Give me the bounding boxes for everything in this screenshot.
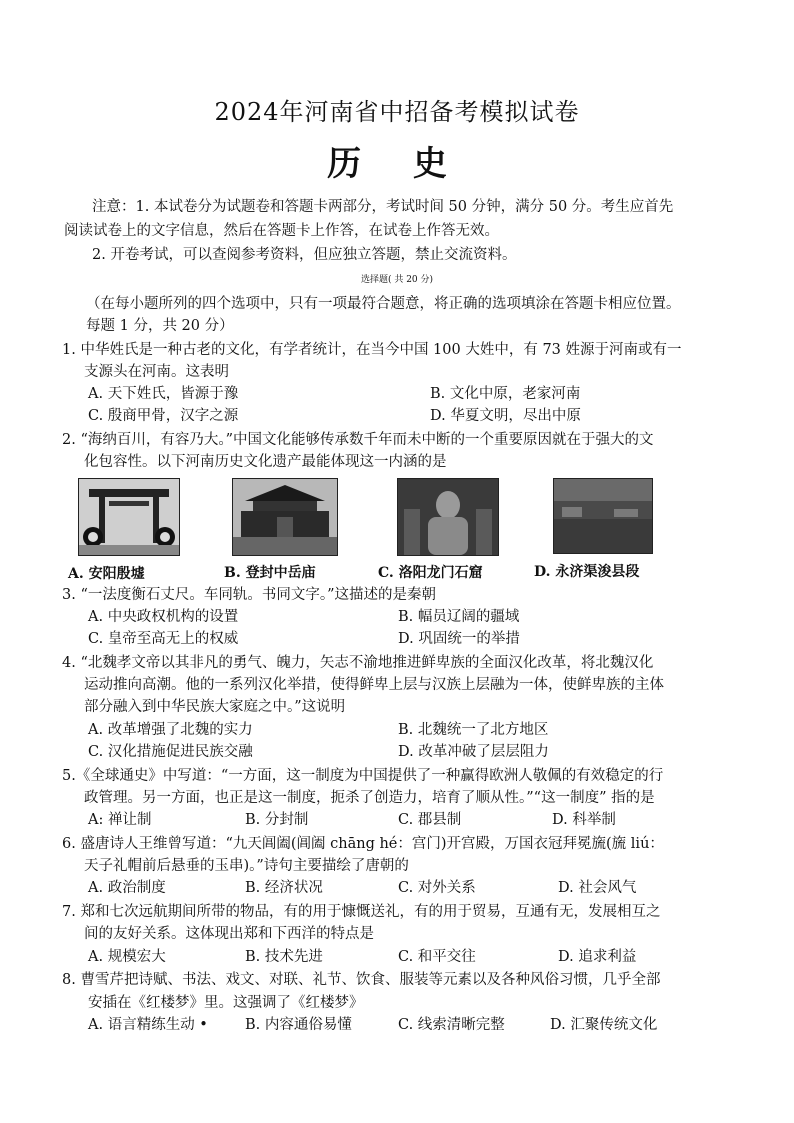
q2-option-d: D. 永济渠浚县段 <box>534 564 640 580</box>
q2-stem-1: 2. “海纳百川，有容乃大。”中国文化能够传承数千年而未中断的一个重要原因就在于强大的文 <box>62 432 654 448</box>
q3-option-b: B. 幅员辽阔的疆域 <box>398 609 520 625</box>
q5-option-c: C. 郡县制 <box>398 812 462 828</box>
q6-option-d: D. 社会风气 <box>558 880 637 896</box>
q2-option-b: B. 登封中岳庙 <box>224 565 316 581</box>
section-title: 选择题( 共 20 分) <box>360 275 434 285</box>
q5-option-a: A: 禅让制 <box>88 812 152 828</box>
q3-option-c: C. 皇帝至高无上的权威 <box>88 631 239 647</box>
q5-option-d: D. 科举制 <box>552 812 616 828</box>
q7-option-b: B. 技术先进 <box>245 949 323 965</box>
q1-option-b: B. 文化中原，老家河南 <box>430 386 581 402</box>
q3-stem-1: 3. “一法度衡石丈尺。车同轨。书同文字。”这描述的是秦朝 <box>62 587 437 603</box>
photo-anyang-yinxu <box>78 478 180 556</box>
q1-option-d: D. 华夏文明，尽出中原 <box>430 408 581 424</box>
q3-option-d: D. 巩固统一的举措 <box>398 631 520 647</box>
q2-stem-2: 化包容性。以下河南历史文化遗产最能体现这一内涵的是 <box>84 454 447 470</box>
q8-option-c: C. 线索清晰完整 <box>398 1017 505 1033</box>
note-line-2: 阅读试卷上的文字信息，然后在答题卡上作答，在试卷上作答无效。 <box>64 223 499 239</box>
q3-option-a: A. 中央政权机构的设置 <box>88 609 239 625</box>
q6-option-c: C. 对外关系 <box>398 880 476 896</box>
note-line-3: 2. 开卷考试，可以查阅参考资料，但应独立答题，禁止交流资料。 <box>92 247 517 263</box>
q8-option-a: A. 语言精练生动 • <box>88 1017 208 1033</box>
q4-option-a: A. 改革增强了北魏的实力 <box>88 722 253 738</box>
q4-stem-1: 4. “北魏孝文帝以其非凡的勇气、魄力，矢志不渝地推进鲜卑族的全面汉化改革，将北魏汉化 <box>62 655 654 671</box>
q8-option-b: B. 内容通俗易懂 <box>245 1017 352 1033</box>
q7-option-d: D. 追求利益 <box>558 949 637 965</box>
q5-stem-1: 5.《全球通史》中写道：“一方面，这一制度为中国提供了一种赢得欧洲人敬佩的有效稳定的行 <box>62 768 664 784</box>
q7-option-a: A. 规模宏大 <box>88 949 166 965</box>
q8-stem-2: 安插在《红楼梦》里。这强调了《红楼梦》 <box>88 995 364 1011</box>
exam-title: 2024年河南省中招备考模拟试卷 <box>214 98 580 126</box>
photo-yongji-canal-xunxian <box>553 478 653 554</box>
q2-option-a: A. 安阳殷墟 <box>68 566 145 582</box>
q5-option-b: B. 分封制 <box>245 812 309 828</box>
q6-stem-2: 天子礼帽前后悬垂的玉串)。”诗句主要描绘了唐朝的 <box>84 858 409 874</box>
photo-dengfeng-zhongyue-temple <box>232 478 338 556</box>
q1-stem-1: 1. 中华姓氏是一种古老的文化，有学者统计，在当今中国 100 大姓中，有 73 姓源于河南或有一 <box>62 342 682 358</box>
q1-option-a: A. 天下姓氏，皆源于豫 <box>88 386 239 402</box>
q7-option-c: C. 和平交往 <box>398 949 476 965</box>
q4-option-b: B. 北魏统一了北方地区 <box>398 722 549 738</box>
q4-option-d: D. 改革冲破了层层阻力 <box>398 744 549 760</box>
q2-option-c: C. 洛阳龙门石窟 <box>378 565 483 581</box>
photo-luoyang-longmen-grottoes <box>397 478 499 556</box>
q1-option-c: C. 殷商甲骨，汉字之源 <box>88 408 239 424</box>
q8-stem-1: 8. 曹雪芹把诗赋、书法、戏文、对联、礼节、饮食、服装等元素以及各种风俗习惯，几乎全部 <box>62 972 661 988</box>
section-instruction-2: 每题 1 分，共 20 分） <box>86 318 234 334</box>
q5-stem-2: 政管理。另一方面，也正是这一制度，扼杀了创造力，培育了顺从性。”“这一制度” 指的是 <box>84 790 655 806</box>
q8-option-d: D. 汇聚传统文化 <box>550 1017 658 1033</box>
q6-stem-1: 6. 盛唐诗人王维曾写道：“九天阊阖(阊阖 chāng hé：宫门)开宫殿，万国衣冠拜冕旒(旒 liú： <box>62 836 664 852</box>
note-line-1: 注意：1. 本试卷分为试题卷和答题卡两部分，考试时间 50 分钟，满分 50 分。考生应首先 <box>92 199 674 215</box>
q1-stem-2: 支源头在河南。这表明 <box>84 364 229 380</box>
q7-stem-1: 7. 郑和七次远航期间所带的物品，有的用于慷慨送礼，有的用于贸易，互通有无，发展相互之 <box>62 904 661 920</box>
q4-stem-3: 部分融入到中华民族大家庭之中。”这说明 <box>84 699 346 715</box>
q6-option-b: B. 经济状况 <box>245 880 323 896</box>
q7-stem-2: 间的友好关系。这体现出郑和下西洋的特点是 <box>84 926 374 942</box>
q4-stem-2: 运动推向高潮。他的一系列汉化举措，使得鲜卑上层与汉族上层融为一体，使鲜卑族的主体 <box>84 677 664 693</box>
exam-subject: 历 史 <box>327 144 467 184</box>
section-instruction-1: （在每小题所列的四个选项中，只有一项最符合题意，将正确的选项填涂在答题卡相应位置。 <box>86 296 681 312</box>
q4-option-c: C. 汉化措施促进民族交融 <box>88 744 253 760</box>
q6-option-a: A. 政治制度 <box>88 880 166 896</box>
